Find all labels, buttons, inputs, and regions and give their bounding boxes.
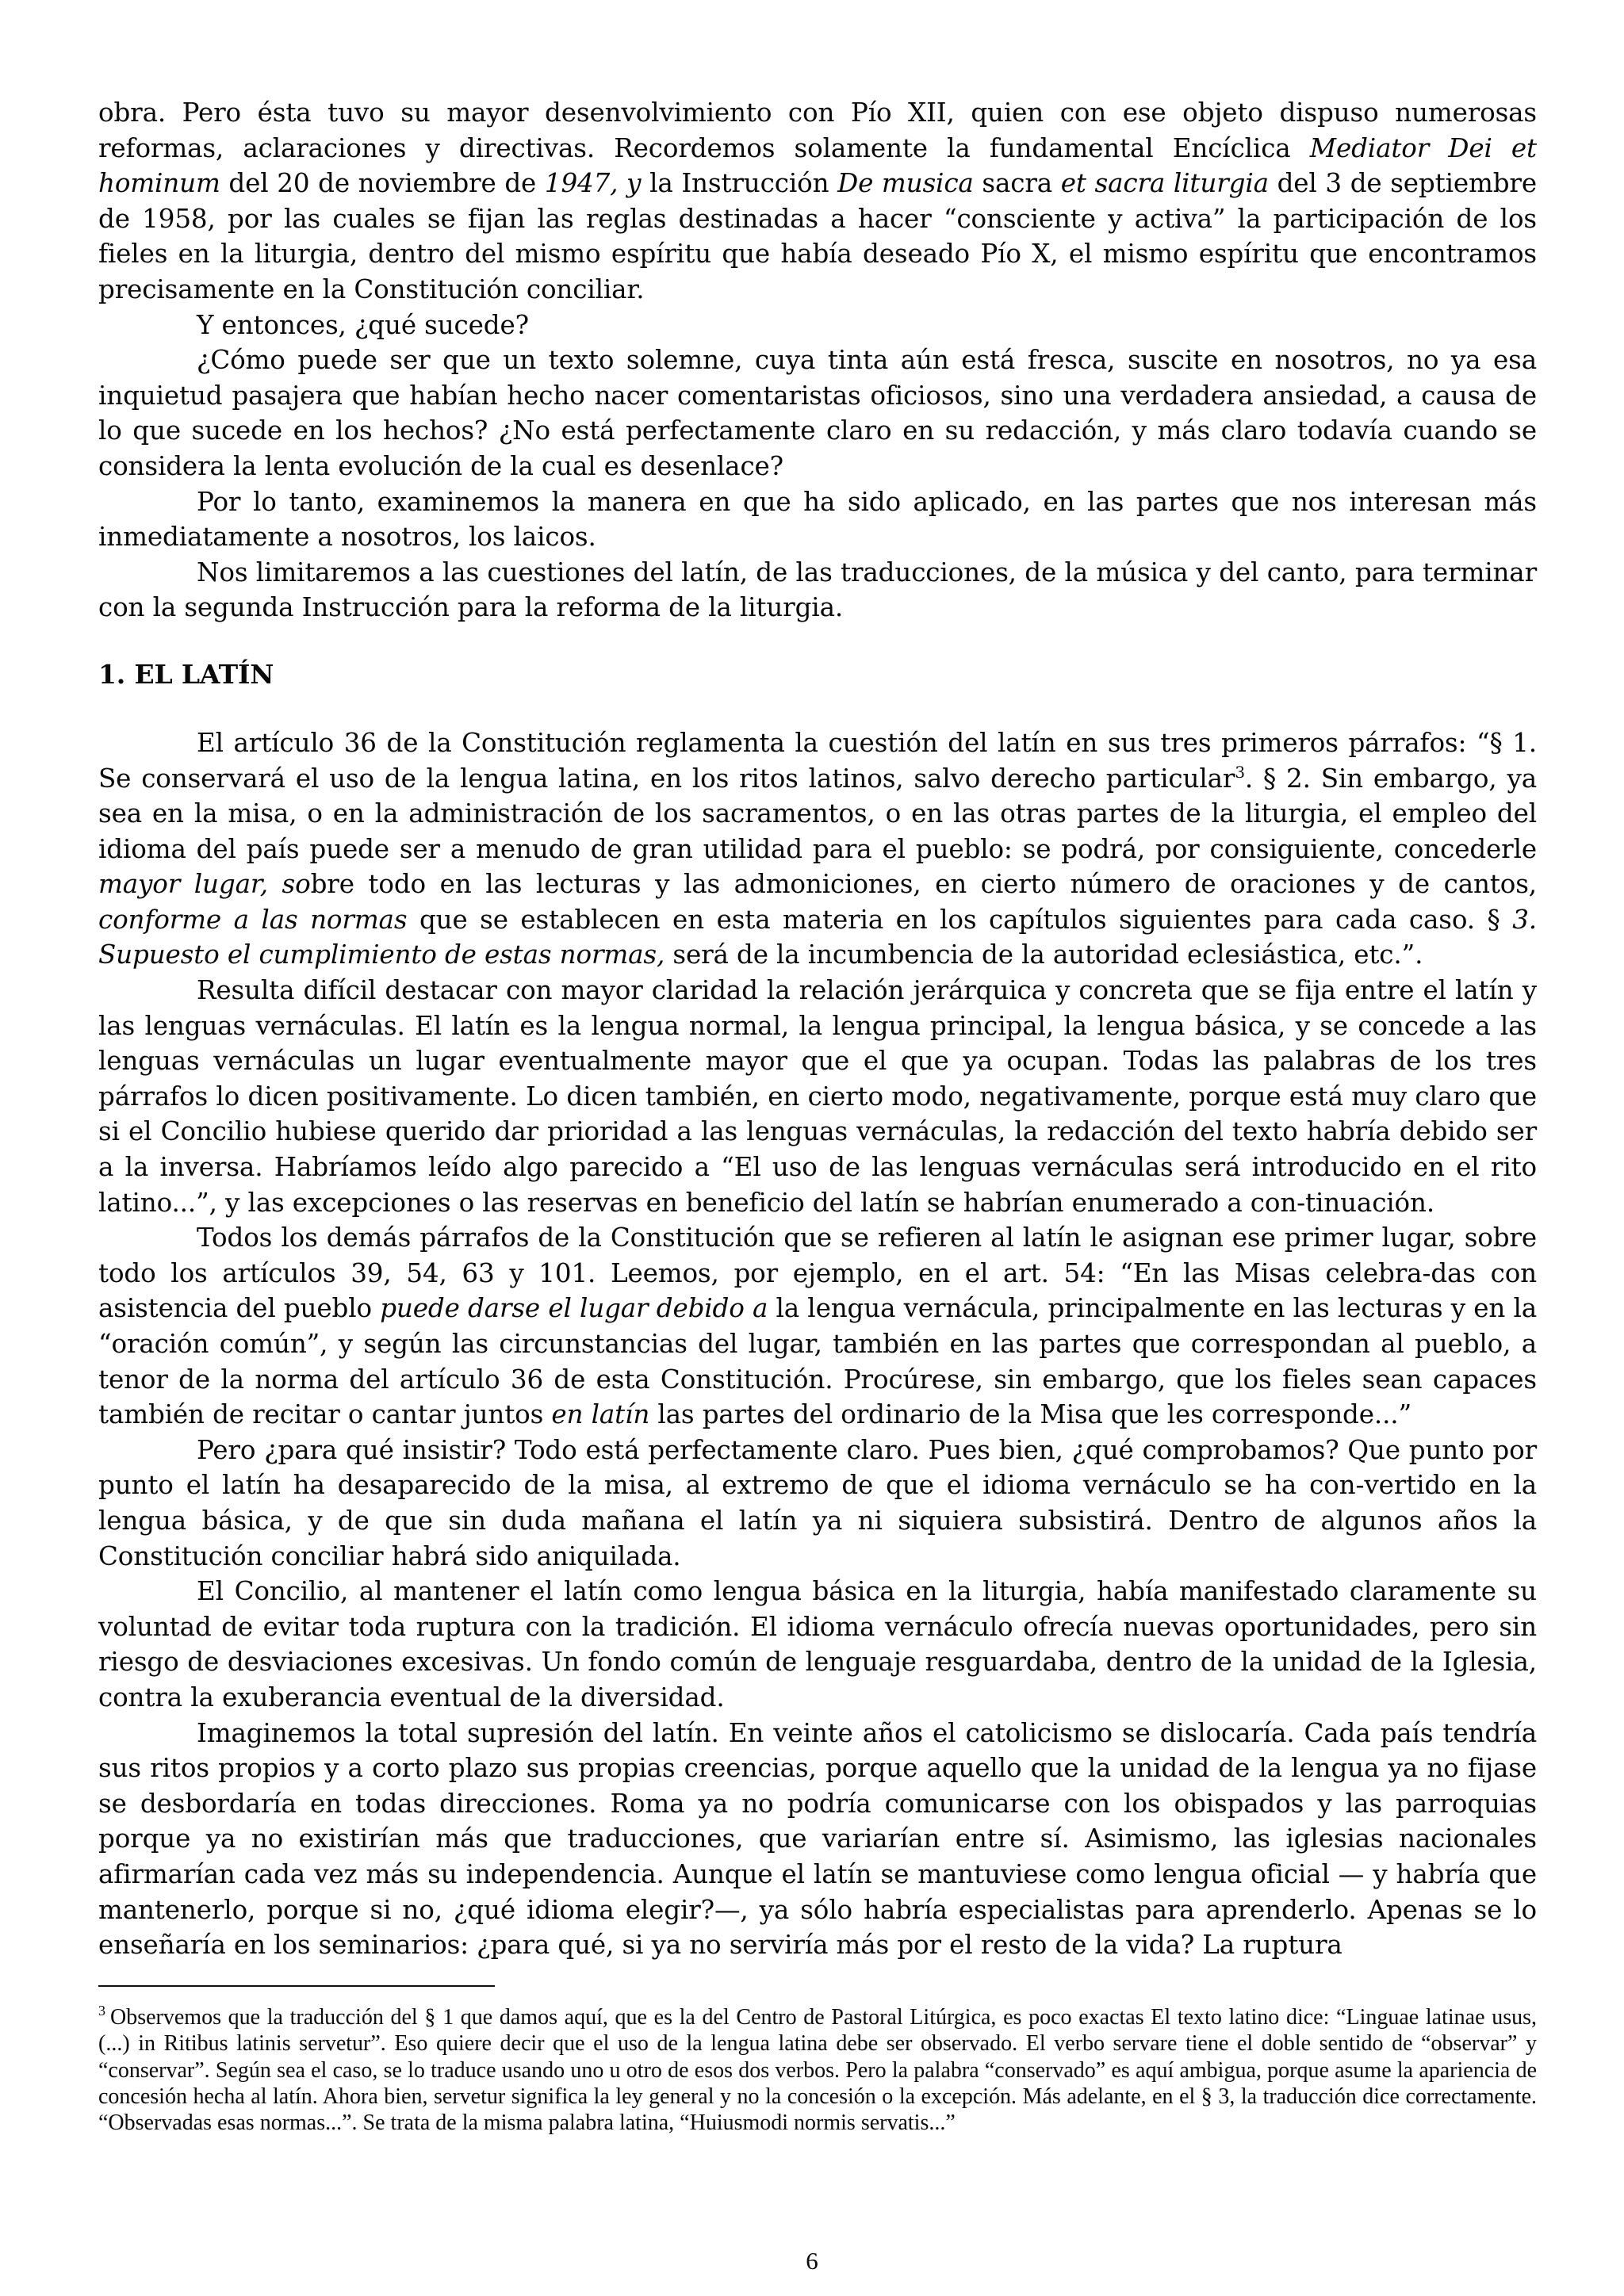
body-text xyxy=(98,95,1537,1963)
italic-text: en latín xyxy=(551,1399,650,1430)
text-run: la lengua vernácula, principalmente en las lecturas y en la “oración común”, y según las circunstancias del lugar, también en las partes que correspondan al pueblo, a tenor de la norma del artículo 36 de esta Constitución. Procúrese, sin embargo, que los fieles sean capaces también de recitar o cantar juntos xyxy=(98,1293,1537,1430)
text-run: El artículo 36 de la Constitución reglamenta la cuestión del latín en sus tres primeros párrafos: “§ 1. Se conservará el uso de la lengua latina, en los ritos latinos, salvo derecho particular xyxy=(98,727,1537,794)
text-run: ¿Cómo puede ser que un texto solemne, cuya tinta aún está fresca, suscite en nosotros, no ya esa inquietud pasajera que habían hecho nacer comentaristas oficiosos, sino una verdadera ansiedad, a causa de lo que sucede en los hechos? ¿No está perfectamente claro en su redacción, y más claro todavía cuando se considera la lenta evolución de la cual es desenlace? xyxy=(98,345,1537,481)
text-run: las partes del ordinario de la Misa que les corresponde...” xyxy=(649,1399,1411,1430)
paragraph xyxy=(98,342,1537,484)
footnote-reference: 3 xyxy=(1235,762,1245,782)
italic-text: puede darse el lugar debido a xyxy=(380,1293,768,1324)
paragraph xyxy=(98,725,1537,973)
paragraph xyxy=(98,95,1537,308)
text-run: será de la incumbencia de la autoridad eclesiástica, etc.”. xyxy=(665,939,1423,970)
text-run: Resulta difícil destacar con mayor claridad la relación jerárquica y concreta que se fija entre el latín y las lenguas vernáculas. El latín es la lengua normal, la lengua principal, la lengua básica, y se concede a las lenguas vernáculas un lugar eventualmente mayor que el que ya ocupan. Todas las palabras de los tres párrafos lo dicen positivamente. Lo dicen también, en cierto modo, negativamente, porque está muy claro que si el Concilio hubiese querido dar prioridad a las lenguas vernáculas, la redacción del texto habría debido ser a la inversa. Habríamos leído algo parecido a “El uso de las lenguas vernáculas será introducido en el rito latino...”, y las excepciones o las reservas en beneficio del latín se habrían enumerado a con-tinuación. xyxy=(98,975,1537,1218)
paragraph xyxy=(98,973,1537,1220)
text-run: Por lo tanto, examinemos la manera en que ha sido aplicado, en las partes que nos interesan más inmediatamente a nosotros, los laicos. xyxy=(98,486,1537,553)
paragraph xyxy=(98,308,1537,343)
italic-text: Mediator Dei et hominum xyxy=(98,132,1537,199)
paragraph xyxy=(98,1433,1537,1574)
text-run: del 3 de septiembre de 1958, por las cuales se fijan las reglas destinadas a hacer “consciente y activa” la participación de los fieles en la liturgia, dentro del mismo espíritu que había deseado Pío X, el mismo espíritu que encontramos precisamente en la Constitución conciliar. xyxy=(98,168,1537,304)
text-run: sacra xyxy=(973,168,1061,199)
footnote-separator xyxy=(98,1985,495,1987)
text-run: Nos limitaremos a las cuestiones del latín, de las traducciones, de la música y del canto, para terminar con la segunda Instrucción para la reforma de la liturgia. xyxy=(98,557,1537,623)
italic-text: 3. Supuesto el cumplimiento de estas normas, xyxy=(98,904,1537,970)
text-run: El Concilio, al mantener el latín como lengua básica en la liturgia, había manifestado claramente su voluntad de evitar toda ruptura con la tradición. El idioma vernáculo ofrecía nuevas oportunidades, pero sin riesgo de desviaciones excesivas. Un fondo común de lenguaje resguardaba, dentro de la unidad de la Iglesia, contra la exuberancia eventual de la diversidad. xyxy=(98,1576,1537,1712)
footnote-text: Observemos que la traducción del § 1 que damos aquí, que es la del Centro de Pastoral Litúrgica, es poco exactas El texto latino dice: “Linguae latinae usus, (...) in Ritibus latinis servetur”. Eso quiere decir que el uso de la lengua latina debe ser observado. El verbo servare tiene el doble sentido de “observar” y “conservar”. Según sea el caso, se lo traduce usando uno u otro de esos dos verbos. Pero la palabra “conservado” es aquí ambigua, porque asume la apariencia de concesión hecha al latín. Ahora bien, servetur significa la ley general y no la concesión o la excepción. Más adelante, en el § 3, la traducción dice correctamente. “Observadas esas normas...”. Se trata de la misma palabra latina, “Huiusmodi normis servatis...” xyxy=(98,2005,1537,2136)
text-run: obra. Pero ésta tuvo su mayor desenvolvimiento con Pío XII, quien con ese objeto dispuso numerosas reformas, aclaraciones y directivas. Recordemos solamente la fundamental Encíclica xyxy=(98,98,1537,163)
paragraph xyxy=(98,484,1537,555)
text-run: . § 2. Sin embargo, ya sea en la misa, o en la administración de los sacramentos, o en las otras partes de la liturgia, el empleo del idioma del país puede ser a menudo de gran utilidad para el pueblo: se podrá, por consiguiente, concederle xyxy=(98,763,1537,864)
paragraph xyxy=(98,1574,1537,1715)
text-run: bre todo en las lecturas y las admoniciones, en cierto número de oraciones y de cantos, xyxy=(310,869,1538,900)
text-run: Todos los demás párrafos de la Constitución que se refieren al latín le asignan ese primer lugar, sobre todo los artículos 39, 54, 63 y 101. Leemos, por ejemplo, en el art. 54: “En las Misas celebra-das con asistencia del pueblo xyxy=(98,1223,1537,1324)
paragraph xyxy=(98,1220,1537,1433)
page-number: 6 xyxy=(806,2247,818,2275)
footnote-number: 3 xyxy=(98,2003,105,2019)
text-run: la Instrucción xyxy=(641,168,838,199)
section-heading: 1. EL LATÍN xyxy=(98,658,274,690)
italic-text: De musica xyxy=(837,168,974,199)
text-run: Pero ¿para qué insistir? Todo está perfectamente claro. Pues bien, ¿qué comprobamos? Que punto por punto el latín ha desaparecido de la misa, al extremo de que el idioma vernáculo se ha con-vertido en la lengua básica, y de que sin duda mañana el latín ya ni siquiera subsistirá. Dentro de algunos años la Constitución conciliar habrá sido aniquilada. xyxy=(98,1434,1537,1571)
italic-text: conforme a las normas xyxy=(98,904,408,935)
paragraph xyxy=(98,1716,1537,1963)
text-run: Y entonces, ¿qué sucede? xyxy=(197,309,529,340)
text-run: que se establecen en esta materia en los capítulos siguientes para cada caso. § xyxy=(407,904,1513,935)
text-run: Imaginemos la total supresión del latín. En veinte años el catolicismo se dislocaría. Cada país tendría sus ritos propios y a corto plazo sus propias creencias, porque aquello que la unidad de la lengua ya no fijase se desbordaría en todas direcciones. Roma ya no podría comunicarse con los obispados y las parroquias porque ya no existirían más que traducciones, que variarían entre sí. Asimismo, las iglesias nacionales afirmarían cada vez más su independencia. Aunque el latín se mantuviese como lengua oficial — y habría que mantenerlo, porque si no, ¿qué idioma elegir?—, ya sólo habría especialistas para aprenderlo. Apenas se lo enseñaría en los seminarios: ¿para qué, si ya no serviría más por el resto de la vida? La ruptura xyxy=(98,1717,1537,1961)
text-run: del 20 de noviembre de xyxy=(220,168,545,199)
italic-text: 1947, y xyxy=(544,168,642,199)
paragraph xyxy=(98,555,1537,626)
italic-text: mayor lugar, so xyxy=(98,869,311,900)
footnote xyxy=(98,2004,1537,2136)
italic-text: et sacra liturgia xyxy=(1060,168,1269,199)
